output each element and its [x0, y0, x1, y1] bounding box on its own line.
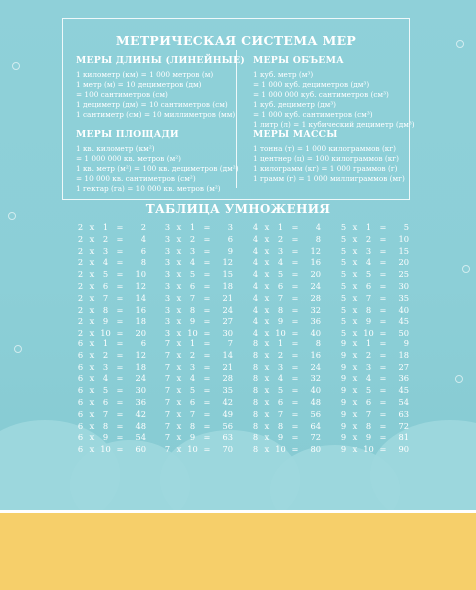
multiplication-row: 7 x 1 = 7 — [164, 338, 233, 348]
area-line: = 1 000 000 кв. метров (м²) — [76, 154, 182, 163]
multiplication-row: 8 x 9 = 72 — [252, 432, 321, 443]
volume-line: 1 куб. метр (м³) — [253, 70, 314, 79]
circle-decoration — [455, 375, 463, 383]
multiplication-row: 7 x 9 = 63 — [164, 432, 233, 443]
multiplication-row: 4 x 6 = 24 — [252, 280, 321, 291]
area-list — [76, 144, 239, 194]
multiplication-row: 5 x 3 = 15 — [340, 245, 409, 256]
area-line: 1 кв. километр (км²) — [76, 144, 155, 153]
circle-decoration — [456, 40, 464, 48]
multiplication-row: 3 x 6 = 18 — [164, 280, 233, 291]
volume-line: = 1 000 куб. сантиметров (см³) — [253, 110, 373, 119]
length-heading: МЕРЫ ДЛИНЫ (ЛИНЕЙНЫЕ) — [76, 55, 245, 66]
mass-list — [253, 144, 405, 184]
multiplication-row: 6 x 9 = 54 — [77, 432, 146, 443]
multiplication-row: 6 x 10 = 60 — [77, 444, 146, 455]
multiplication-row: 7 x 3 = 21 — [164, 361, 233, 372]
multiplication-row: 4 x 10 = 40 — [252, 328, 321, 339]
multiplication-row: 2 x 7 = 14 — [77, 292, 146, 303]
multiplication-row: 3 x 8 = 24 — [164, 304, 233, 315]
volume-line: = 1 000 000 куб. сантиметров (см³) — [253, 90, 389, 99]
page-title: МЕТРИЧЕСКАЯ СИСТЕМА МЕР — [115, 33, 357, 48]
circle-decoration — [14, 345, 22, 353]
multiplication-row: 6 x 1 = 6 — [77, 338, 146, 348]
multiplication-row: 2 x 10 = 20 — [77, 328, 146, 339]
multiplication-row: 5 x 10 = 50 — [340, 328, 409, 339]
multiplication-title: ТАБЛИЦА УМНОЖЕНИЯ — [145, 202, 331, 216]
multiplication-row: 4 x 9 = 36 — [252, 316, 321, 327]
multiplication-row: 4 x 7 = 28 — [252, 292, 321, 303]
mass-line: 1 центнер (ц) = 100 килограммов (кг) — [253, 154, 399, 163]
area-heading: МЕРЫ ПЛОЩАДИ — [76, 129, 179, 140]
area-line: = 10 000 кв. сантиметров (см²) — [76, 174, 196, 183]
multiplication-row: 9 x 2 = 18 — [340, 349, 409, 360]
multiplication-row: 4 x 3 = 12 — [252, 245, 321, 256]
multiplication-row: 6 x 6 = 36 — [77, 396, 146, 407]
multiplication-row: 3 x 9 = 27 — [164, 316, 233, 327]
multiplication-row: 3 x 10 = 30 — [164, 328, 233, 339]
multiplication-row: 2 x 6 = 12 — [77, 280, 146, 291]
multiplication-row: 9 x 4 = 36 — [340, 373, 409, 384]
multiplication-column-6 — [76, 338, 146, 456]
volume-line: 1 куб. дециметр (дм³) — [253, 100, 337, 109]
multiplication-row: 7 x 7 = 49 — [164, 408, 233, 419]
multiplication-column-7 — [163, 338, 233, 456]
mass-line: 1 грамм (г) = 1 000 миллиграммов (мг) — [253, 174, 405, 183]
length-line: 1 километр (км) = 1 000 метров (м) — [76, 70, 214, 79]
mass-line: 1 тонна (т) = 1 000 килограммов (кг) — [253, 144, 397, 153]
multiplication-row: 3 x 3 = 9 — [164, 245, 233, 256]
multiplication-row: 4 x 4 = 16 — [252, 257, 321, 268]
multiplication-row: 9 x 1 = 9 — [340, 338, 409, 348]
multiplication-row: 8 x 5 = 40 — [252, 385, 321, 396]
multiplication-row: 9 x 6 = 54 — [340, 396, 409, 407]
circle-decoration — [462, 265, 470, 273]
multiplication-row: 8 x 4 = 32 — [252, 373, 321, 384]
multiplication-row: 3 x 1 = 3 — [164, 222, 233, 232]
multiplication-row: 5 x 4 = 20 — [340, 257, 409, 268]
multiplication-row: 3 x 2 = 6 — [164, 233, 233, 244]
multiplication-row: 9 x 9 = 81 — [340, 432, 409, 443]
multiplication-row: 2 x 8 = 16 — [77, 304, 146, 315]
multiplication-row: 7 x 10 = 70 — [164, 444, 233, 455]
multiplication-row: 8 x 2 = 16 — [252, 349, 321, 360]
multiplication-column-3 — [163, 222, 233, 340]
multiplication-row: 6 x 3 = 18 — [77, 361, 146, 372]
multiplication-row: 7 x 4 = 28 — [164, 373, 233, 384]
length-list — [76, 70, 235, 120]
multiplication-row: 7 x 5 = 35 — [164, 385, 233, 396]
multiplication-row: 2 x 4 = 8 — [77, 257, 146, 268]
multiplication-row: 4 x 5 = 20 — [252, 269, 321, 280]
multiplication-row: 6 x 5 = 30 — [77, 385, 146, 396]
multiplication-row: 8 x 7 = 56 — [252, 408, 321, 419]
multiplication-row: 3 x 5 = 15 — [164, 269, 233, 280]
multiplication-row: 2 x 2 = 4 — [77, 233, 146, 244]
multiplication-row: 9 x 7 = 63 — [340, 408, 409, 419]
multiplication-row: 4 x 8 = 32 — [252, 304, 321, 315]
multiplication-column-8 — [251, 338, 321, 456]
multiplication-row: 6 x 4 = 24 — [77, 373, 146, 384]
multiplication-row: 7 x 2 = 14 — [164, 349, 233, 360]
volume-list — [253, 70, 415, 130]
multiplication-row: 4 x 2 = 8 — [252, 233, 321, 244]
multiplication-row: 9 x 3 = 27 — [340, 361, 409, 372]
multiplication-column-4 — [251, 222, 321, 340]
multiplication-row: 7 x 6 = 42 — [164, 396, 233, 407]
multiplication-row: 9 x 8 = 72 — [340, 420, 409, 431]
multiplication-row: 8 x 6 = 48 — [252, 396, 321, 407]
multiplication-row: 3 x 7 = 21 — [164, 292, 233, 303]
multiplication-row: 2 x 3 = 6 — [77, 245, 146, 256]
area-line: 1 гектар (га) = 10 000 кв. метров (м²) — [76, 184, 221, 193]
yellow-band — [0, 513, 476, 590]
multiplication-row: 9 x 5 = 45 — [340, 385, 409, 396]
circle-decoration — [12, 62, 20, 70]
multiplication-row: 2 x 5 = 10 — [77, 269, 146, 280]
multiplication-row: 8 x 10 = 80 — [252, 444, 321, 455]
multiplication-row: 5 x 1 = 5 — [340, 222, 409, 232]
volume-heading: МЕРЫ ОБЪЕМА — [253, 55, 344, 66]
multiplication-row: 6 x 8 = 48 — [77, 420, 146, 431]
multiplication-row: 8 x 1 = 8 — [252, 338, 321, 348]
multiplication-row: 8 x 8 = 64 — [252, 420, 321, 431]
area-line: 1 кв. метр (м²) = 100 кв. дециметров (дм²) — [76, 164, 239, 173]
multiplication-row: 2 x 9 = 18 — [77, 316, 146, 327]
multiplication-column-2 — [76, 222, 146, 340]
length-line: 1 дециметр (дм) = 10 сантиметров (см) — [76, 100, 228, 109]
multiplication-row: 5 x 2 = 10 — [340, 233, 409, 244]
multiplication-row: 2 x 1 = 2 — [77, 222, 146, 232]
multiplication-row: 8 x 3 = 24 — [252, 361, 321, 372]
multiplication-column-5 — [339, 222, 409, 340]
multiplication-row: 5 x 8 = 40 — [340, 304, 409, 315]
multiplication-row: 5 x 9 = 45 — [340, 316, 409, 327]
multiplication-row: 6 x 7 = 42 — [77, 408, 146, 419]
length-line: = 100 сантиметров (см) — [76, 90, 168, 99]
volume-line: = 1 000 куб. дециметров (дм³) — [253, 80, 370, 89]
multiplication-row: 5 x 7 = 35 — [340, 292, 409, 303]
volume-line: 1 литр (л) = 1 кубический дециметр (дм³) — [253, 120, 415, 129]
multiplication-row: 6 x 2 = 12 — [77, 349, 146, 360]
mass-line: 1 килограмм (кг) = 1 000 граммов (г) — [253, 164, 398, 173]
multiplication-row: 5 x 5 = 25 — [340, 269, 409, 280]
length-line: 1 метр (м) = 10 дециметров (дм) — [76, 80, 202, 89]
multiplication-row: 5 x 6 = 30 — [340, 280, 409, 291]
multiplication-row: 4 x 1 = 4 — [252, 222, 321, 232]
length-line: 1 сантиметр (см) = 10 миллиметров (мм) — [76, 110, 236, 119]
multiplication-row: 3 x 4 = 12 — [164, 257, 233, 268]
multiplication-column-9 — [339, 338, 409, 456]
multiplication-row: 7 x 8 = 56 — [164, 420, 233, 431]
multiplication-row: 9 x 10 = 90 — [340, 444, 409, 455]
mass-heading: МЕРЫ МАССЫ — [253, 129, 338, 140]
